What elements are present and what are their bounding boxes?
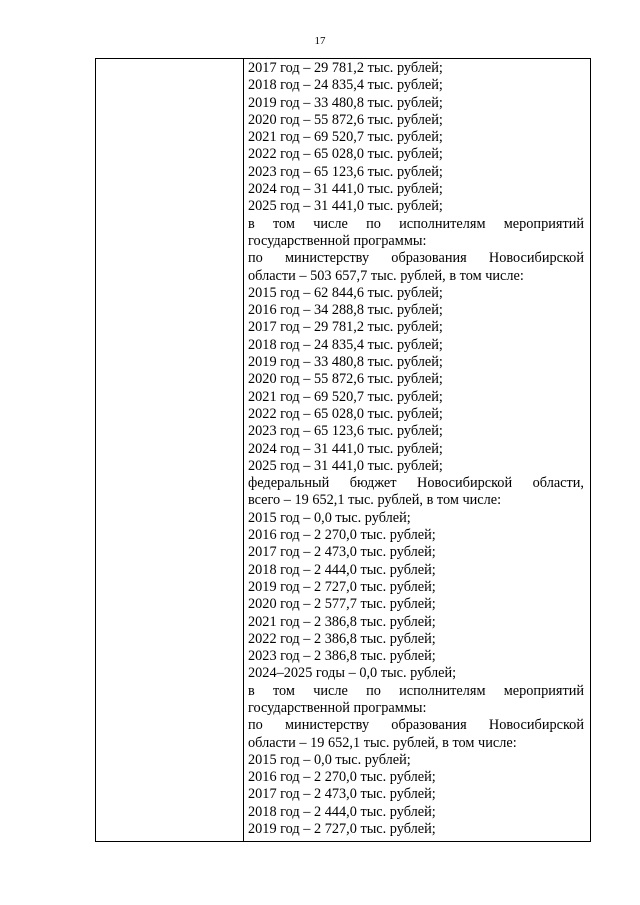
text-line: 2023 год – 65 123,6 тыс. рублей; <box>248 163 443 180</box>
text-line: 2015 год – 0,0 тыс. рублей; <box>248 751 411 768</box>
text-line: 2020 год – 55 872,6 тыс. рублей; <box>248 371 443 388</box>
text-line: 2020 год – 2 577,7 тыс. рублей; <box>248 596 436 613</box>
text-line: 2024 год – 31 441,0 тыс. рублей; <box>248 181 443 198</box>
text-line: государственной программы: <box>248 699 427 716</box>
text-line: 2021 год – 69 520,7 тыс. рублей; <box>248 388 443 405</box>
text-line: 2019 год – 33 480,8 тыс. рублей; <box>248 354 443 371</box>
text-line: 2021 год – 69 520,7 тыс. рублей; <box>248 129 443 146</box>
text-line: 2018 год – 2 444,0 тыс. рублей; <box>248 561 436 578</box>
text-line: по министерству образования Новосибирской <box>248 250 584 267</box>
text-line: 2023 год – 65 123,6 тыс. рублей; <box>248 423 443 440</box>
text-line: 2019 год – 2 727,0 тыс. рублей; <box>248 578 436 595</box>
text-line: 2016 год – 34 288,8 тыс. рублей; <box>248 302 443 319</box>
text-line: 2016 год – 2 270,0 тыс. рублей; <box>248 527 436 544</box>
text-line: по министерству образования Новосибирской <box>248 717 584 734</box>
text-line: 2018 год – 24 835,4 тыс. рублей; <box>248 77 443 94</box>
text-line: 2022 год – 65 028,0 тыс. рублей; <box>248 405 443 422</box>
text-line: 2024 год – 31 441,0 тыс. рублей; <box>248 440 443 457</box>
page-number: 17 <box>314 35 326 47</box>
text-line: в том числе по исполнителям мероприятий <box>248 682 584 699</box>
text-line: 2015 год – 0,0 тыс. рублей; <box>248 509 411 526</box>
text-line: 2018 год – 24 835,4 тыс. рублей; <box>248 336 443 353</box>
text-line: 2024–2025 годы – 0,0 тыс. рублей; <box>248 665 457 682</box>
text-line: 2018 год – 2 444,0 тыс. рублей; <box>248 803 436 820</box>
text-line: федеральный бюджет Новосибирской области, <box>248 475 584 492</box>
text-line: 2017 год – 29 781,2 тыс. рублей; <box>248 319 443 336</box>
text-line: 2019 год – 33 480,8 тыс. рублей; <box>248 94 443 111</box>
text-line: в том числе по исполнителям мероприятий <box>248 215 584 232</box>
funding-table <box>95 58 591 842</box>
table-right-cell <box>248 60 584 838</box>
text-line: 2019 год – 2 727,0 тыс. рублей; <box>248 821 436 838</box>
text-line: области – 19 652,1 тыс. рублей, в том числе: <box>248 734 517 751</box>
text-line: области – 503 657,7 тыс. рублей, в том числе: <box>248 267 524 284</box>
text-line: государственной программы: <box>248 232 427 249</box>
text-line: 2025 год – 31 441,0 тыс. рублей; <box>248 198 443 215</box>
text-line: 2017 год – 2 473,0 тыс. рублей; <box>248 544 436 561</box>
text-line: 2023 год – 2 386,8 тыс. рублей; <box>248 648 436 665</box>
text-line: всего – 19 652,1 тыс. рублей, в том числе: <box>248 492 502 509</box>
text-line: 2022 год – 2 386,8 тыс. рублей; <box>248 630 436 647</box>
text-line: 2015 год – 62 844,6 тыс. рублей; <box>248 284 443 301</box>
text-line: 2016 год – 2 270,0 тыс. рублей; <box>248 769 436 786</box>
text-line: 2025 год – 31 441,0 тыс. рублей; <box>248 457 443 474</box>
text-line: 2022 год – 65 028,0 тыс. рублей; <box>248 146 443 163</box>
text-line: 2017 год – 2 473,0 тыс. рублей; <box>248 786 436 803</box>
table-left-cell <box>96 59 244 841</box>
text-line: 2020 год – 55 872,6 тыс. рублей; <box>248 111 443 128</box>
text-line: 2021 год – 2 386,8 тыс. рублей; <box>248 613 436 630</box>
text-line: 2017 год – 29 781,2 тыс. рублей; <box>248 60 443 76</box>
